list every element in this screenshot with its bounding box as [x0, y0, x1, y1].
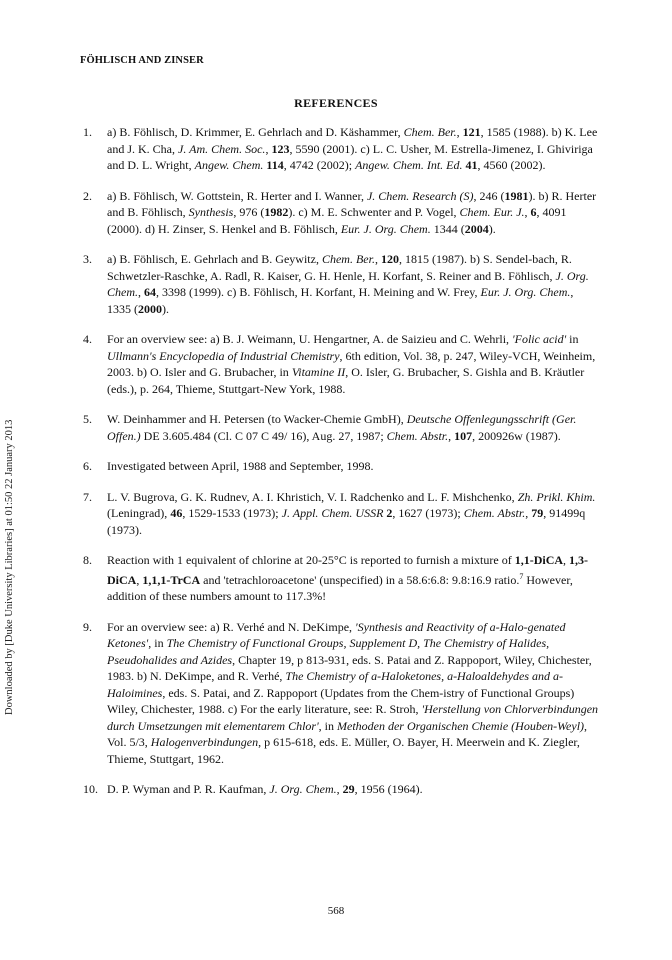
reference-text: a) B. Föhlisch, E. Gehrlach and B. Geywitz, Chem. Ber., 120, 1815 (1987). b) S. Sendel-bach, R. Schwetzler-Raschke, A. Radl, R. Kaiser, G. H. Henle, H. Korfant, S. Reiner and B. Föhlisch, J. Org. Chem., 64, 3398 (1999). c) B. Föhlisch, H. Korfant, H. Meining and W. Frey, Eur. J. Org. Chem., 1335 (2000).: [107, 252, 589, 316]
reference-text: For an overview see: a) B. J. Weimann, U. Hengartner, A. de Saizieu and C. Wehrli, 'Folic acid' in Ullmann's Encyclopedia of Industrial Chemistry, 6th edition, Vol. 38, p. 247, Wiley-VCH, Weinheim, 2003. b) O. Isler and G. Brubacher, in Vitamine II, O. Isler, G. Brubacher, S. Gishla and B. Kräutler (eds.), p. 264, Thieme, Stuttgart-New York, 1988.: [107, 332, 596, 396]
download-watermark-text: Downloaded by [Duke University Libraries] at 01:50 22 January 2013: [4, 419, 15, 715]
reference-item: [80, 619, 600, 768]
page-number: 568: [327, 905, 345, 917]
running-head: FÖHLISCH AND ZINSER: [80, 55, 204, 66]
section-title: REFERENCES: [294, 96, 378, 110]
reference-item: [80, 552, 600, 605]
reference-number: 7.: [83, 489, 92, 504]
reference-item: [80, 781, 600, 798]
reference-item: [80, 251, 600, 317]
reference-text: a) B. Föhlisch, D. Krimmer, E. Gehrlach and D. Käshammer, Chem. Ber., 121, 1585 (1988). b) K. Lee and J. K. Cha, J. Am. Chem. Soc., 123, 5590 (2001). c) L. C. Usher, M. Estrella-Jimenez, I. Ghiviriga and D. L. Wright, Angew. Chem. 114, 4742 (2002); Angew. Chem. Int. Ed. 41, 4560 (2002).: [107, 125, 598, 172]
reference-number: 5.: [83, 412, 92, 426]
reference-text: Reaction with 1 equivalent of chlorine at 20-25°C is reported to furnish a mixture of 1,1-DiCA, 1,3-DiCA, 1,1,1-TrCA and 'tetrachloroacetone' (unspecified) in a 58.6:6.8: 9.8:16.9 ratio.$^7$ However, addition of these numbers amount to 117.3%!: [107, 553, 589, 603]
reference-item: [80, 124, 600, 174]
reference-text: W. Deinhammer and H. Petersen (to Wacker-Chemie GmbH), Deutsche Offenlegungsschrift (Ger. Offen.) DE 3.605.484 (Cl. C 07 C 49/ 16), Aug. 27, 1987; Chem. Abstr., 107, 200926w (1987).: [107, 412, 577, 443]
reference-number: 9.: [83, 619, 92, 634]
reference-text: a) B. Föhlisch, W. Gottstein, R. Herter and I. Wanner, J. Chem. Research (S), 246 (1981). b) R. Herter and B. Föhlisch, Synthesis, 976 (1982). c) M. E. Schwenter and P. Vogel, Chem. Eur. J., 6, 4091 (2000). d) H. Zinser, S. Henkel and B. Föhlisch, Eur. J. Org. Chem. 1344 (2004).: [107, 188, 597, 236]
reference-number: 8.: [83, 553, 92, 567]
reference-number: 2.: [83, 188, 92, 203]
reference-number: 3.: [83, 252, 92, 266]
reference-text: L. V. Bugrova, G. K. Rudnev, A. I. Khristich, V. I. Radchenko and L. F. Mishchenko, Zh. Prikl. Khim. (Leningrad), 46, 1529-1533 (1973); J. Appl. Chem. USSR 2, 1627 (1973); Chem. Abstr., 79, 91499q (1973).: [107, 489, 596, 537]
reference-list: [80, 124, 600, 798]
reference-item: [80, 188, 600, 238]
reference-item: [80, 411, 600, 444]
reference-item: [80, 489, 600, 539]
reference-text: For an overview see: a) R. Verhé and N. DeKimpe, 'Synthesis and Reactivity of a-Halo-genated Ketones', in The Chemistry of Functional Groups, Supplement D, The Chemistry of Halides, Pseudohalides and Azides, Chapter 19, p 813-931, eds. S. Patai and Z. Rappoport, Wiley, Chichester, 1983. b) N. DeKimpe, and R. Verhé, The Chemistry of a-Haloketones, a-Haloaldehydes and a-Haloimines, eds. S. Patai, and Z. Rappoport (Updates from the Chem-istry of Functional Groups) Wiley, Chichester, 1988. c) For the early literature, see: R. Stroh, 'Herstellung von Chlorverbindungen durch Umsetzungen mit elementarem Chlor', in Methoden der Organischen Chemie (Houben-Weyl), Vol. 5/3, Halogenverbindungen, p 615-618, eds. E. Müller, O. Bayer, H. Meerwein and K. Ziegler, Thieme, Stuttgart, 1962.: [107, 619, 599, 766]
reference-number: 1.: [83, 125, 92, 139]
reference-text: D. P. Wyman and P. R. Kaufman, J. Org. Chem., 29, 1956 (1964).: [107, 782, 423, 796]
reference-item: [80, 331, 600, 397]
reference-text: Investigated between April, 1988 and September, 1998.: [107, 459, 374, 473]
download-watermark: [4, 245, 20, 715]
reference-number: 4.: [83, 332, 92, 346]
reference-item: [80, 458, 600, 475]
reference-number: 6.: [83, 459, 92, 473]
reference-number: 10.: [83, 782, 98, 796]
